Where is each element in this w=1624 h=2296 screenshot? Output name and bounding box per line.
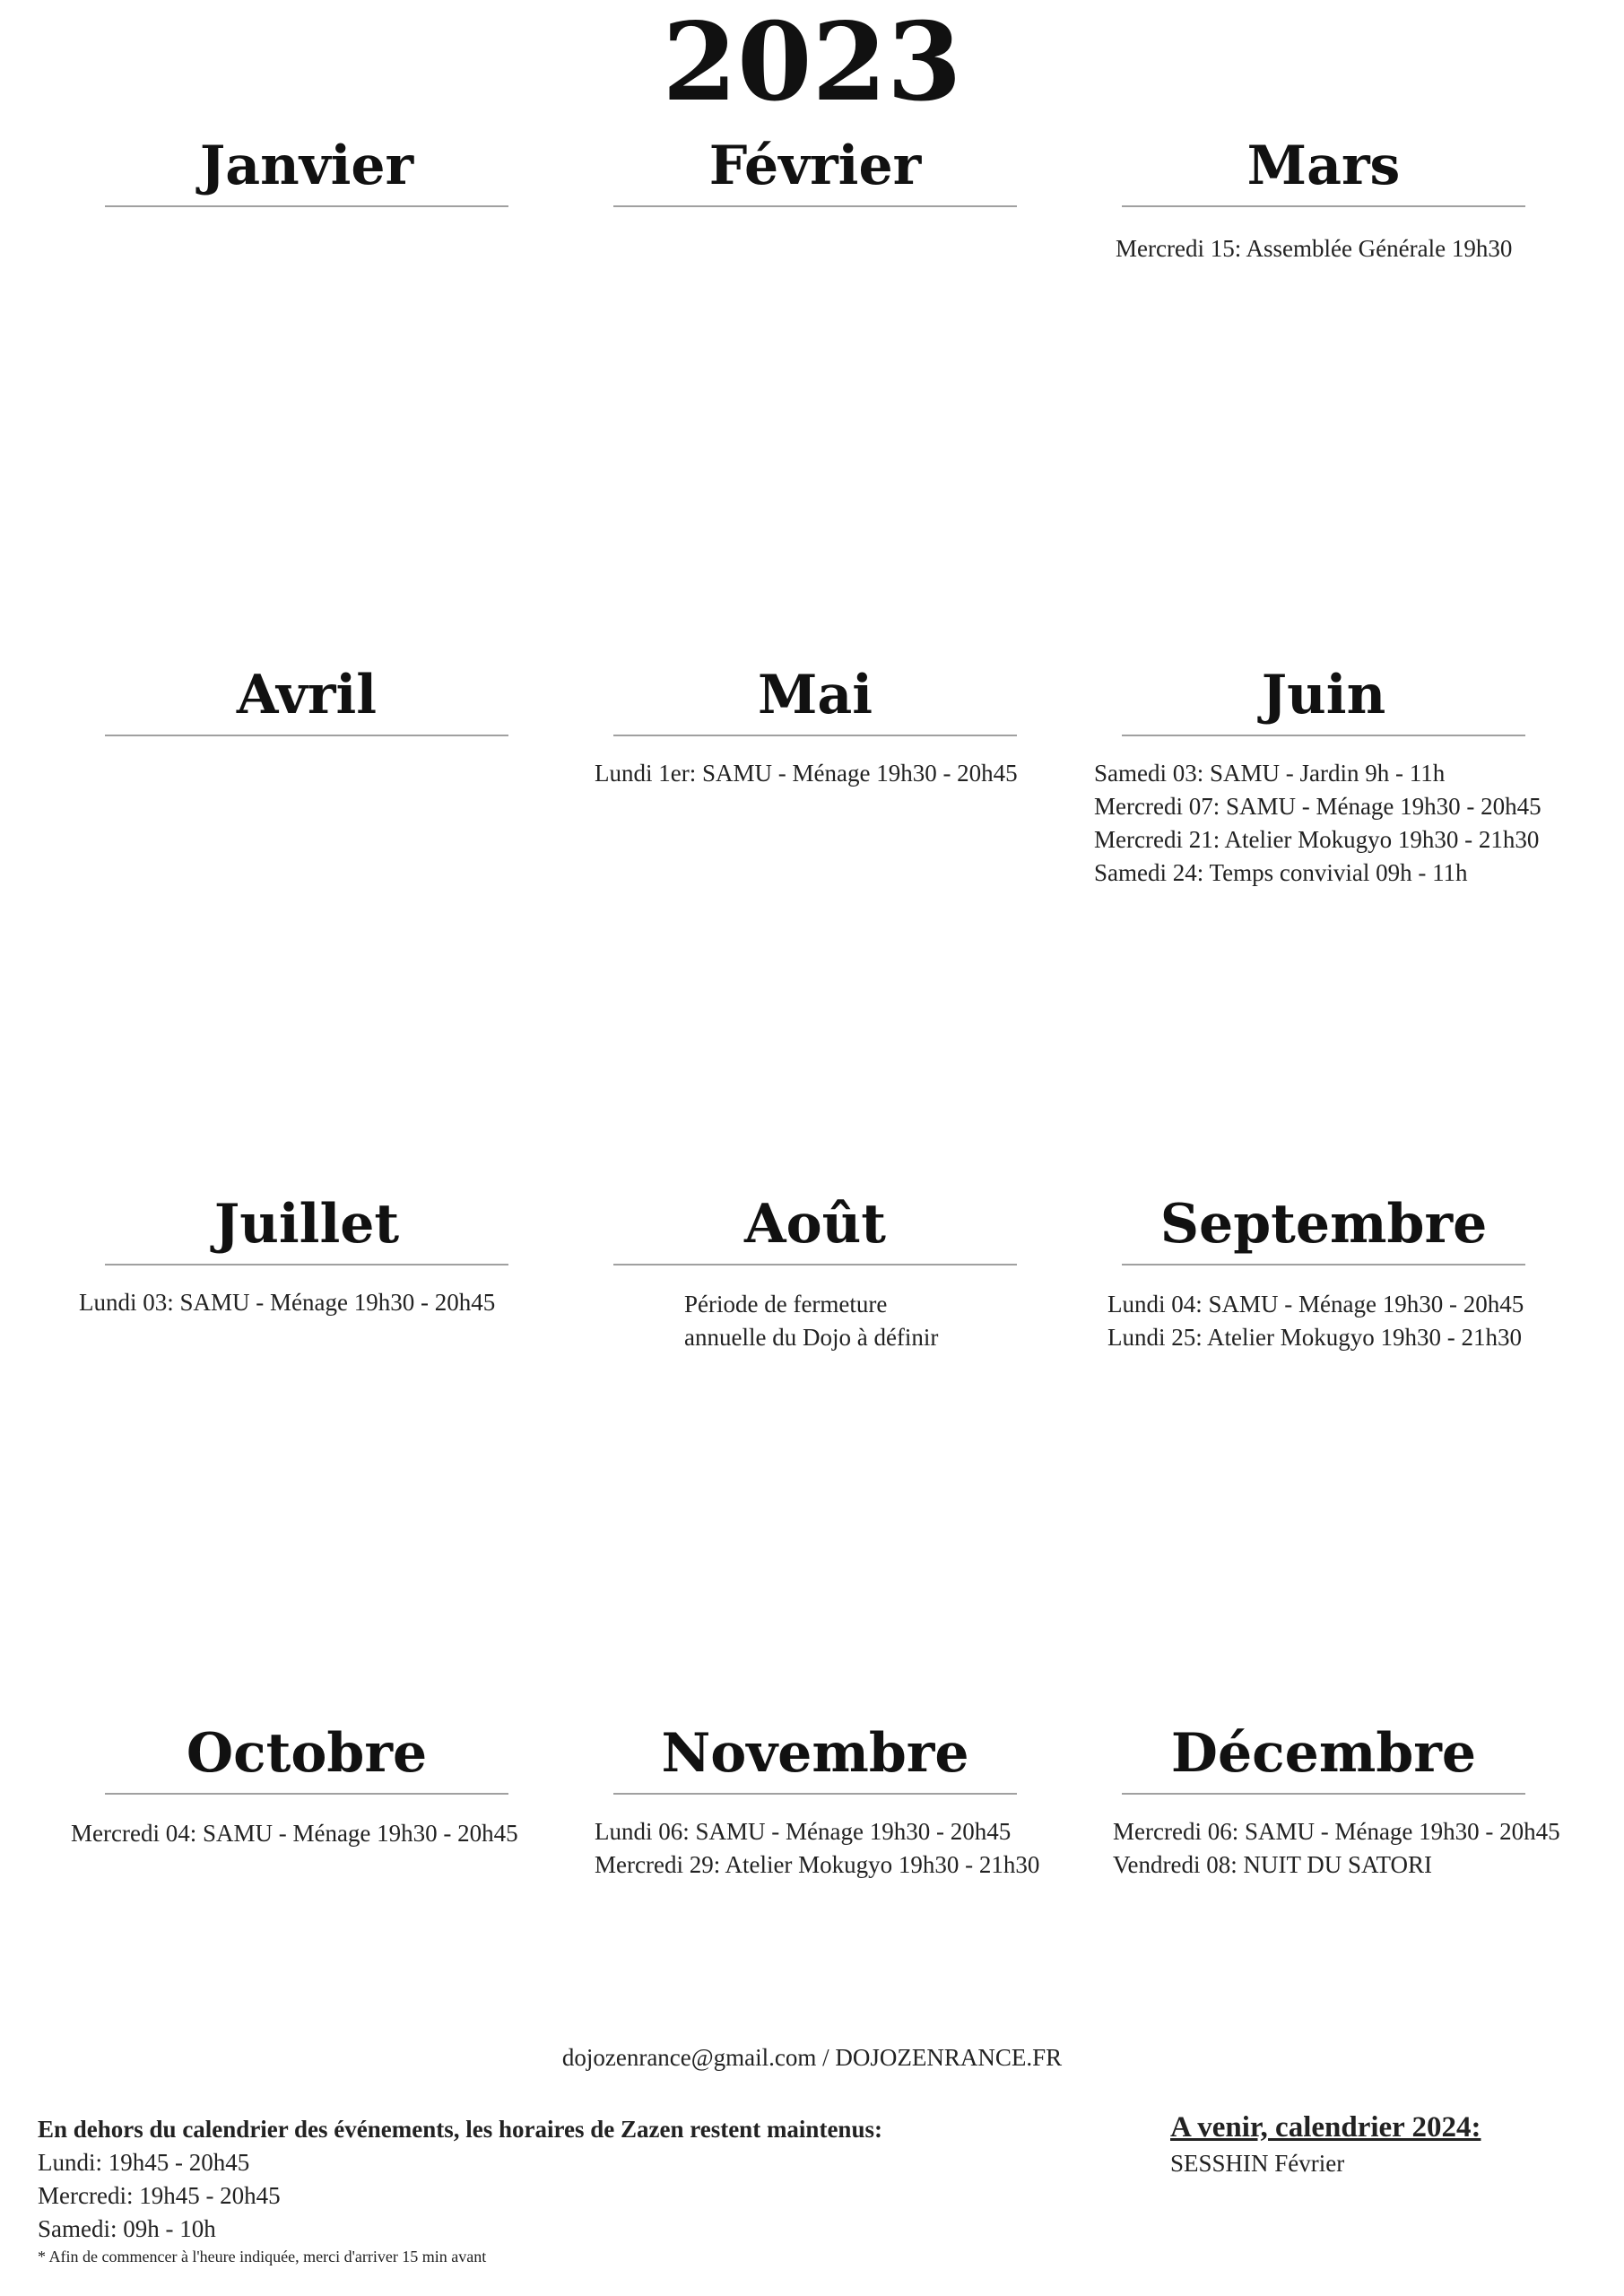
upcoming-block	[1170, 2108, 1481, 2180]
event-item: Lundi 04: SAMU - Ménage 19h30 - 20h45	[1107, 1291, 1524, 1318]
event-item: Mercredi 29: Atelier Mokugyo 19h30 - 21h30	[595, 1851, 1040, 1878]
month-title-avril: Avril	[236, 664, 378, 726]
events-juillet	[79, 1286, 495, 1319]
month-divider	[1122, 1793, 1525, 1795]
month-title-mars: Mars	[1246, 135, 1401, 197]
events-aout	[684, 1288, 938, 1354]
hours-note: * Afin de commencer à l'heure indiquée, merci d'arriver 15 min avant	[38, 2248, 487, 2266]
month-title-juin: Juin	[1261, 664, 1386, 726]
month-divider	[105, 735, 508, 736]
event-item: Mercredi 07: SAMU - Ménage 19h30 - 20h45	[1094, 793, 1541, 820]
hours-heading: En dehors du calendrier des événements, les horaires de Zazen restent maintenus:	[38, 2116, 882, 2143]
event-item: Mercredi 06: SAMU - Ménage 19h30 - 20h45	[1113, 1818, 1560, 1845]
month-divider	[613, 1264, 1017, 1265]
hours-line: Mercredi: 19h45 - 20h45	[38, 2182, 281, 2209]
month-divider	[1122, 205, 1525, 207]
events-octobre	[71, 1817, 518, 1850]
zazen-hours	[38, 2113, 882, 2267]
hours-line: Samedi: 09h - 10h	[38, 2215, 216, 2242]
events-decembre	[1113, 1815, 1560, 1882]
month-divider	[105, 205, 508, 207]
month-title-aout: Août	[744, 1193, 886, 1256]
event-item: Mercredi 21: Atelier Mokugyo 19h30 - 21h30	[1094, 826, 1540, 853]
month-title-fevrier: Février	[708, 135, 922, 197]
event-item: Samedi 03: SAMU - Jardin 9h - 11h	[1094, 760, 1446, 787]
year-title: 2023	[662, 0, 962, 126]
contact-line: dojozenrance@gmail.com / DOJOZENRANCE.FR	[561, 2044, 1063, 2071]
month-divider	[613, 735, 1017, 736]
event-item: Mercredi 15: Assemblée Générale 19h30	[1116, 235, 1513, 262]
event-item: Vendredi 08: NUIT DU SATORI	[1113, 1851, 1432, 1878]
month-title-novembre: Novembre	[661, 1722, 969, 1785]
month-title-septembre: Septembre	[1159, 1193, 1488, 1256]
event-item: annuelle du Dojo à définir	[684, 1324, 939, 1351]
event-item: Lundi 06: SAMU - Ménage 19h30 - 20h45	[595, 1818, 1012, 1845]
month-title-janvier: Janvier	[199, 135, 414, 197]
month-divider	[1122, 735, 1525, 736]
events-novembre	[595, 1815, 1039, 1882]
events-septembre	[1107, 1288, 1524, 1354]
upcoming-heading: A venir, calendrier 2024:	[1170, 2111, 1481, 2144]
events-mai	[595, 757, 1018, 790]
month-divider	[613, 205, 1017, 207]
event-item: Lundi 03: SAMU - Ménage 19h30 - 20h45	[79, 1289, 496, 1316]
month-title-juillet: Juillet	[213, 1193, 400, 1256]
events-mars	[1116, 232, 1512, 265]
hours-line: Lundi: 19h45 - 20h45	[38, 2149, 250, 2176]
month-divider	[105, 1793, 508, 1795]
event-item: Mercredi 04: SAMU - Ménage 19h30 - 20h45	[71, 1820, 518, 1847]
upcoming-text: SESSHIN Février	[1170, 2150, 1345, 2177]
month-divider	[613, 1793, 1017, 1795]
month-title-mai: Mai	[757, 664, 873, 726]
month-title-decembre: Décembre	[1170, 1722, 1477, 1785]
event-item: Lundi 1er: SAMU - Ménage 19h30 - 20h45	[595, 760, 1018, 787]
month-divider	[105, 1264, 508, 1265]
month-title-octobre: Octobre	[186, 1722, 428, 1785]
event-item: Période de fermeture	[684, 1291, 888, 1318]
event-item: Lundi 25: Atelier Mokugyo 19h30 - 21h30	[1107, 1324, 1522, 1351]
event-item: Samedi 24: Temps convivial 09h - 11h	[1094, 859, 1468, 886]
month-divider	[1122, 1264, 1525, 1265]
events-juin	[1094, 757, 1541, 890]
